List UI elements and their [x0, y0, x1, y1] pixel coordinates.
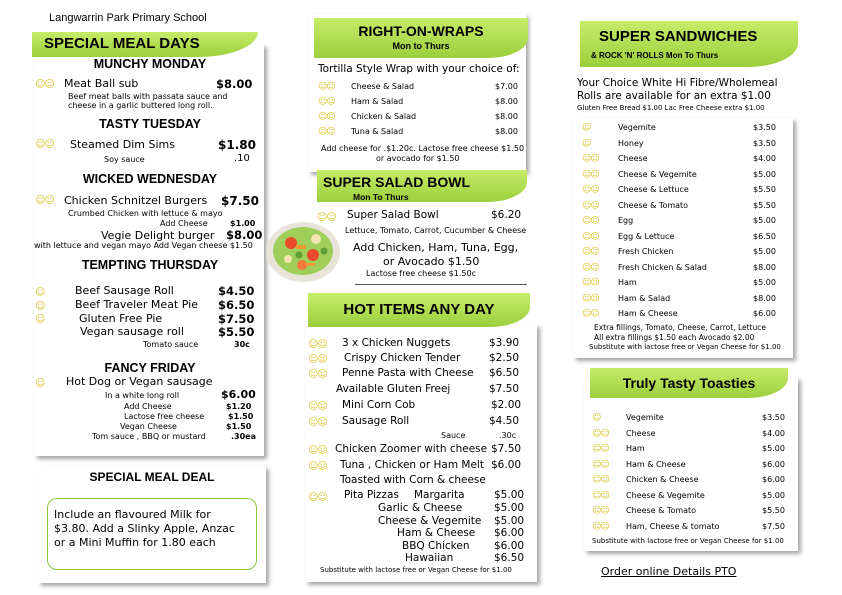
wrap-name: Ham & Salad [351, 97, 404, 106]
friday-price-3: $1.50 [228, 412, 254, 421]
salad-add-1: Add Chicken, Ham, Tuna, Egg, [353, 241, 519, 254]
smiley-icon: ☺ [35, 314, 45, 325]
thursday-price-1: $4.50 [218, 284, 255, 298]
sandwich-price: $3.50 [753, 123, 776, 132]
salad-add-2: or Avocado $1.50 [383, 255, 480, 268]
thursday-item-4: Vegan sausage roll [80, 325, 184, 338]
vegie-burger-desc: with lettuce and vegan mayo Add Vegan cheese $1.50 [34, 241, 253, 250]
sandwich-name: Fresh Chicken [618, 247, 674, 256]
thursday-item-2: Beef Traveler Meat Pie [75, 298, 198, 311]
hot-sauce: Sauce [441, 431, 466, 440]
smiley-icon: ☺ [582, 138, 591, 149]
thursday-sauce-price: 30c [234, 340, 250, 349]
smiley-icon: ☺☺ [318, 112, 335, 122]
sandwich-name: Egg [618, 216, 634, 225]
sandwich-name: Honey [618, 138, 644, 148]
smiley-icon: ☺☺ [308, 339, 327, 350]
smiley-icon: ☺☺ [592, 506, 609, 516]
pizza-name: BBQ Chicken [402, 540, 470, 552]
sandwich-name: Cheese [618, 154, 648, 163]
smiley-icon: ☺☺ [582, 216, 599, 226]
wednesday-item: Chicken Schnitzel Burgers [64, 194, 208, 207]
sandwich-name: Egg & Lettuce [618, 231, 675, 241]
sandwiches-subtitle: & ROCK 'N' ROLLS Mon To Thurs [591, 51, 719, 60]
tuesday-item: Steamed Dim Sims [70, 138, 175, 151]
toasties-note: Substitute with lactose free or Vegan Cheese for $1.00 [592, 537, 784, 545]
pizza-name: Ham & Cheese [397, 527, 476, 539]
sandwich-price: $5.50 [753, 185, 776, 194]
special-meal-days-title: SPECIAL MEAL DAYS [44, 35, 200, 52]
sandwich-price: $5.00 [753, 169, 776, 179]
pizza-label: Pita Pizzas [344, 489, 399, 501]
smiley-icon: ☺☺ [582, 200, 599, 211]
smiley-icon: ☺☺ [582, 185, 599, 195]
hot-item: Penne Pasta with Cheese [342, 367, 474, 379]
smiley-icon: ☺☺ [582, 231, 599, 242]
hot-price: $4.50 [489, 415, 520, 427]
hot-item: Sausage Roll [342, 415, 410, 427]
sandwiches-intro-2: Rolls are available for an extra $1.00 [577, 90, 771, 102]
meal-deal-line-2: $3.80. Add a Slinky Apple, Anzac [54, 522, 235, 535]
wednesday-heading: WICKED WEDNESDAY [82, 172, 218, 186]
sandwich-price: $3.50 [753, 138, 776, 148]
smiley-icon: ☺☺ [592, 444, 609, 454]
smiley-icon: ☺☺ [592, 459, 609, 470]
smiley-icon: ☺☺ [308, 401, 327, 412]
pizza-name: Margarita [414, 489, 465, 501]
friday-price-1: $6.00 [221, 388, 256, 401]
smiley-icon: ☺☺ [318, 97, 335, 107]
smiley-icon: ☺☺ [582, 278, 599, 288]
smiley-icon: ☺☺ [35, 79, 54, 90]
toastie-price: $7.50 [762, 521, 785, 531]
smiley-icon: ☺☺ [592, 428, 609, 439]
smiley-icon: ☺☺ [308, 445, 327, 456]
tuesday-heading: TASTY TUESDAY [99, 117, 201, 131]
smiley-icon: ☺☺ [582, 262, 599, 273]
toastie-name: Cheese [626, 428, 656, 438]
pizza-name: Garlic & Cheese [378, 502, 463, 514]
wraps-note-1: Add cheese for .$1.20c. Lactose free cheese $1.50 [321, 144, 525, 153]
order-online-link[interactable]: Order online Details PTO [601, 565, 737, 578]
hot-price: $3.90 [489, 337, 520, 349]
hot-zoomer: Chicken Zoomer with cheese [335, 443, 488, 455]
smiley-icon: ☺☺ [582, 154, 599, 164]
meal-deal-line-1: Include an flavoured Milk for [54, 508, 211, 521]
sandwich-name: Vegemite [618, 123, 656, 132]
smiley-icon: ☺☺ [308, 417, 327, 428]
vegie-burger-price: $8.00 [226, 228, 263, 242]
smiley-icon: ☺ [35, 301, 45, 312]
thursday-item-1: Beef Sausage Roll [75, 284, 174, 297]
smiley-icon: ☺ [35, 287, 45, 298]
wrap-name: Chicken & Salad [351, 112, 417, 121]
toastie-name: Cheese & Tomato [626, 506, 697, 515]
smiley-icon: ☺☺ [582, 293, 599, 304]
sandwiches-title: SUPER SANDWICHES [599, 28, 758, 45]
wrap-price: $8.00 [495, 97, 518, 106]
sandwiches-intro-1: Your Choice White Hi Fibre/Wholemeal [577, 77, 778, 89]
wrap-price: $8.00 [495, 112, 518, 121]
thursday-item-3: Gluten Free Pie [79, 312, 163, 325]
hot-items-title: HOT ITEMS ANY DAY [343, 301, 495, 318]
thursday-price-3: $7.50 [218, 312, 255, 326]
toastie-name: Cheese & Vegemite [626, 490, 705, 500]
wraps-note-2: or avocado for $1.50 [376, 154, 460, 163]
toastie-price: $6.00 [762, 475, 785, 484]
smiley-icon: ☺☺ [35, 195, 54, 206]
pizza-price: $6.00 [494, 540, 525, 552]
hot-item: Available Gluten Freej [336, 383, 451, 395]
sandwich-name: Fresh Chicken & Salad [618, 262, 707, 272]
smiley-icon: ☺☺ [592, 490, 609, 501]
friday-price-4: $1.50 [226, 422, 252, 431]
pizza-name: Hawaiian [405, 552, 454, 564]
thursday-price-2: $6.50 [218, 298, 255, 312]
smiley-icon: ☺☺ [592, 521, 609, 532]
friday-line-1: In a white long roll [105, 391, 180, 400]
toastie-name: Ham & Cheese [626, 459, 686, 469]
hot-price: $2.50 [489, 352, 520, 364]
tuesday-extra-price: .10 [234, 153, 250, 164]
salad-item: Super Salad Bowl [347, 209, 439, 221]
wraps-intro: Tortilla Style Wrap with your choice of: [318, 63, 520, 75]
hot-sauce-price: .30c [499, 431, 517, 440]
wednesday-addcheese: Add Cheese [160, 219, 208, 228]
toastie-name: Ham, Cheese & tomato [626, 521, 720, 531]
wraps-title: RIGHT-ON-WRAPS [358, 23, 484, 39]
friday-line-2: Add Cheese [124, 402, 172, 411]
smiley-icon: ☺ [35, 378, 45, 389]
hot-note: Substitute with lactose free or Vegan Cheese for $1.00 [320, 566, 512, 574]
smiley-icon: ☺ [592, 413, 601, 423]
pizza-price: $6.50 [494, 552, 525, 564]
hot-price: $6.50 [489, 367, 520, 379]
friday-price-2: $1.20 [226, 402, 252, 411]
thursday-heading: TEMPTING THURSDAY [81, 258, 219, 272]
friday-line-5: Tom sauce , BBQ or mustard [92, 432, 206, 441]
wednesday-addcheese-price: $1.00 [230, 219, 256, 228]
school-name: Langwarrin Park Primary School [49, 12, 207, 24]
sandwich-price: $5.50 [753, 200, 776, 210]
vegie-burger: Vegie Delight burger [101, 229, 215, 242]
toasties-title: Truly Tasty Toasties [622, 375, 756, 391]
toastie-name: Chicken & Cheese [626, 475, 699, 484]
toastie-price: $6.00 [762, 459, 785, 469]
hot-item: Mini Corn Cob [342, 399, 416, 411]
smiley-icon: ☺☺ [318, 127, 335, 137]
smiley-icon: ☺☺ [308, 461, 327, 472]
hot-zoomer-price: $7.50 [491, 443, 522, 455]
monday-desc-2: cheese in a garlic buttered long roll. [68, 101, 213, 110]
toastie-price: $5.50 [762, 506, 785, 515]
friday-line-4: Vegan Cheese [120, 422, 177, 431]
toastie-price: $4.00 [762, 428, 785, 438]
sandwich-name: Ham & Cheese [618, 309, 678, 318]
hot-item: Crispy Chicken Tender [344, 352, 461, 364]
salad-bowl-image [266, 221, 341, 283]
tuesday-price: $1.80 [218, 138, 256, 152]
wrap-price: $7.00 [495, 82, 518, 91]
toastie-price: $3.50 [762, 413, 785, 422]
smiley-icon: ☺☺ [318, 82, 335, 92]
smiley-icon: ☺☺ [582, 247, 599, 257]
friday-item: Hot Dog or Vegan sausage [66, 375, 213, 388]
monday-price: $8.00 [216, 77, 253, 91]
smiley-icon: ☺☺ [592, 475, 609, 485]
monday-item: Meat Ball sub [64, 77, 139, 90]
monday-desc-1: Beef meat balls with passata sauce and [68, 92, 228, 101]
wrap-name: Tuna & Salad [351, 127, 404, 136]
friday-heading: FANCY FRIDAY [104, 361, 196, 375]
toastie-price: $5.00 [762, 490, 785, 500]
salad-desc: Lettuce, Tomato, Carrot, Cucumber & Cheese [345, 226, 527, 235]
wraps-subtitle: Mon to Thurs [392, 41, 450, 51]
wrap-name: Cheese & Salad [351, 82, 415, 91]
sandwich-name: Cheese & Lettuce [618, 185, 689, 194]
smiley-icon: ☺☺ [582, 309, 599, 319]
sandwich-price: $5.00 [753, 278, 776, 287]
wednesday-desc: Crumbed Chicken with lettuce & mayo [68, 209, 223, 218]
thursday-price-4: $5.50 [218, 325, 255, 339]
pizza-price: $5.00 [494, 489, 525, 501]
sandwiches-note-1: Extra fillings, Tomato, Cheese, Carrot, Lettuce [594, 323, 766, 332]
pizza-name: Cheese & Vegemite [378, 515, 482, 527]
meal-deal-title: SPECIAL MEAL DEAL [89, 470, 215, 484]
hot-melt-price: $6.00 [491, 459, 522, 471]
sandwich-price: $8.00 [753, 293, 776, 303]
hot-price: $2.00 [491, 399, 522, 411]
monday-heading: MUNCHY MONDAY [93, 57, 207, 71]
hot-price: $7.50 [489, 383, 520, 395]
hot-melt: Tuna , Chicken or Ham Melt [340, 459, 484, 471]
salad-price: $6.20 [491, 209, 522, 221]
smiley-icon: ☺☺ [308, 354, 327, 365]
sandwiches-intro-3: Gluten Free Bread $1.00 Lac Free Cheese extra $1.00 [577, 104, 765, 112]
pizza-price: $6.00 [494, 527, 525, 539]
hot-melt-2: Toasted with Corn & cheese [340, 474, 486, 486]
friday-price-5: .30ea [231, 432, 256, 441]
meal-deal-line-3: or a Mini Muffin for 1.80 each [54, 536, 216, 549]
pizza-price: $5.00 [494, 515, 525, 527]
smiley-icon: ☺☺ [35, 139, 54, 150]
toastie-name: Vegemite [626, 413, 664, 422]
smiley-icon: ☺☺ [317, 212, 336, 223]
sandwich-price: $5.00 [753, 216, 776, 225]
sandwich-price: $5.00 [753, 247, 776, 256]
thursday-sauce: Tomato sauce [143, 340, 199, 349]
sandwich-name: Ham [618, 278, 637, 287]
sandwich-name: Cheese & Tomato [618, 200, 689, 210]
sandwiches-note-2: All extra fillings $1.50 each Avocado $2.00 [594, 333, 755, 342]
smiley-icon: ☺ [582, 123, 591, 133]
toastie-name: Ham [626, 444, 645, 453]
hot-item: 3 x Chicken Nuggets [342, 337, 451, 349]
salad-title: SUPER SALAD BOWL [323, 174, 470, 190]
tuesday-extra: Soy sauce [104, 155, 145, 164]
sandwich-price: $8.00 [753, 262, 776, 272]
wednesday-price: $7.50 [221, 194, 259, 208]
wrap-price: $8.00 [495, 127, 518, 136]
smiley-icon: ☺☺ [308, 492, 327, 503]
sandwich-price: $6.00 [753, 309, 776, 318]
sandwiches-note-3: Substitute with lactose free or Vegan Cheese for $1.00 [589, 343, 781, 351]
salad-lactose: Lactose free cheese $1.50c [366, 269, 476, 278]
pizza-price: $5.00 [494, 502, 525, 514]
salad-divider [355, 284, 527, 285]
sandwich-price: $6.50 [753, 231, 776, 241]
sandwich-name: Ham & Salad [618, 293, 671, 303]
sandwich-price: $4.00 [753, 154, 776, 163]
salad-subtitle: Mon To Thurs [353, 192, 409, 202]
smiley-icon: ☺☺ [582, 169, 599, 180]
smiley-icon: ☺☺ [308, 369, 327, 380]
friday-line-3: Lactose free cheese [124, 412, 205, 421]
sandwich-name: Cheese & Vegemite [618, 169, 697, 179]
toastie-price: $5.00 [762, 444, 785, 453]
